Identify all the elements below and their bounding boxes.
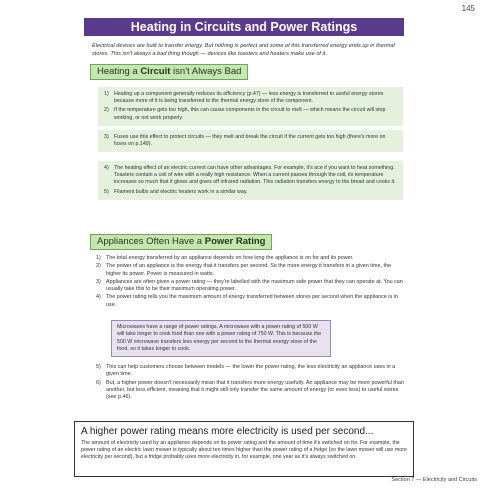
summary-title: A higher power rating means more electricity is used per second... [81,426,374,437]
page-title: Heating in Circuits and Power Ratings [84,18,404,36]
item-text: Heating up a component generally reduces its efficiency (p.47) — less energy is transferred to useful energy stores because more of it is being transferred to the thermal energy store of the component. [114,91,384,105]
heading-text: Heating a [97,66,141,77]
intro-text: Electrical devices are built to transfer energy. But nothing is perfect and some of this transferred energy ends up in thermal stores. This isn't always a bad thing though — devices like toasters and heaters make use of it. [92,43,395,57]
item-number: 2) [104,107,109,114]
info-box [98,130,403,152]
list-item [96,263,404,278]
list-item [96,279,404,294]
item-text: This can help customers choose between models — the lower the power rating, the less electricity an appliance uses in a given time. [106,364,396,378]
item-text: But, a higher power doesn't necessarily mean that it transfers more energy usefully. An appliance may be more powerful than another, but less efficient, meaning that it might still only transfer the same amount of energy (or even less) to useful stores (see p.46). [106,379,404,401]
list-item [104,91,397,105]
item-number: 6) [96,379,101,386]
list-item [104,165,397,187]
power-rating-list-continued [96,364,404,402]
section-heading-power-rating [90,234,272,250]
item-number: 3) [96,278,101,285]
item-number: 1) [96,255,101,261]
item-text: The heating effect of an electric current can have other advantages. For example, it's ace if you want to heat something. Toasters contain a coil of wire with a really high resistance. When a current passes through the coil, its temperature increases so much that it glows and gives off infrared radiation. This radiation transfers energy to the bread and cooks it. [114,165,396,186]
list-item [104,134,397,148]
item-text: The power rating tells you the maximum amount of energy transferred between stores per second when the appliance is in use. [106,294,398,308]
summary-text: The amount of electricity used by an appliance depends on its power rating and the amount of time it's switched on for. For example, the power rating of an electric lawn mower is typically about ten times higher than the power rating of a fridge (so the lawn mower will use more electricity per second), but a fridge probably uses more electricity in, for example, one year as it's always switched on. [81,440,407,461]
list-item [96,364,404,379]
power-rating-list [96,255,404,310]
info-box [98,87,403,126]
microwave-example-box: Microwaves have a range of power ratings. A microwave with a power rating of 500 W will take longer to cook food than one with a power rating of 750 W. This is because the 500 W microwave transfers less energy per second to the thermal energy store of the food, so it takes longer to cook. [111,320,331,357]
item-text: The power of an appliance is the energy that it transfers per second. So the more energy it transfers in a given time, the higher its power. Power is measured in watts. [106,263,391,277]
list-item [96,294,404,309]
list-item [96,255,404,262]
heading-bold-text: Circuit [140,66,171,77]
page-footer: Section 7 — Electricity and Circuits [391,477,477,483]
item-number: 3) [104,134,109,140]
item-text: Filament bulbs and electric heaters work in a similar way. [114,188,248,195]
item-text: Appliances are often given a power rating — they're labelled with the maximum safe power that they can operate at. You can usually take this to be their maximum operating power. [106,278,403,293]
item-number: 4) [96,294,101,301]
item-number: 5) [96,364,101,370]
list-item [96,380,404,402]
summary-box [74,421,414,477]
heading-bold-text: Power Rating [204,236,266,247]
item-number: 4) [104,165,109,171]
item-number: 2) [96,263,101,270]
item-number: 5) [104,188,109,195]
section-heading-heating [90,64,248,80]
item-text: The total energy transferred by an appliance depends on how long the appliance is on for and its power. [106,255,354,261]
list-item [104,107,397,121]
info-box [98,161,403,200]
item-text: Fuses use this effect to protect circuits — they melt and break the circuit if the current gets too high (there's more on fuses on p.149). [114,134,386,148]
list-item [104,189,397,196]
heading-text: isn't Always Bad [170,66,242,77]
heading-text: Appliances Often Have a [97,236,205,247]
item-number: 1) [104,91,109,97]
item-text: If the temperature gets too high, this can cause components in the circuit to melt — which means the circuit will stop working, or not work properly. [114,107,386,121]
page-number: 145 [461,4,475,13]
